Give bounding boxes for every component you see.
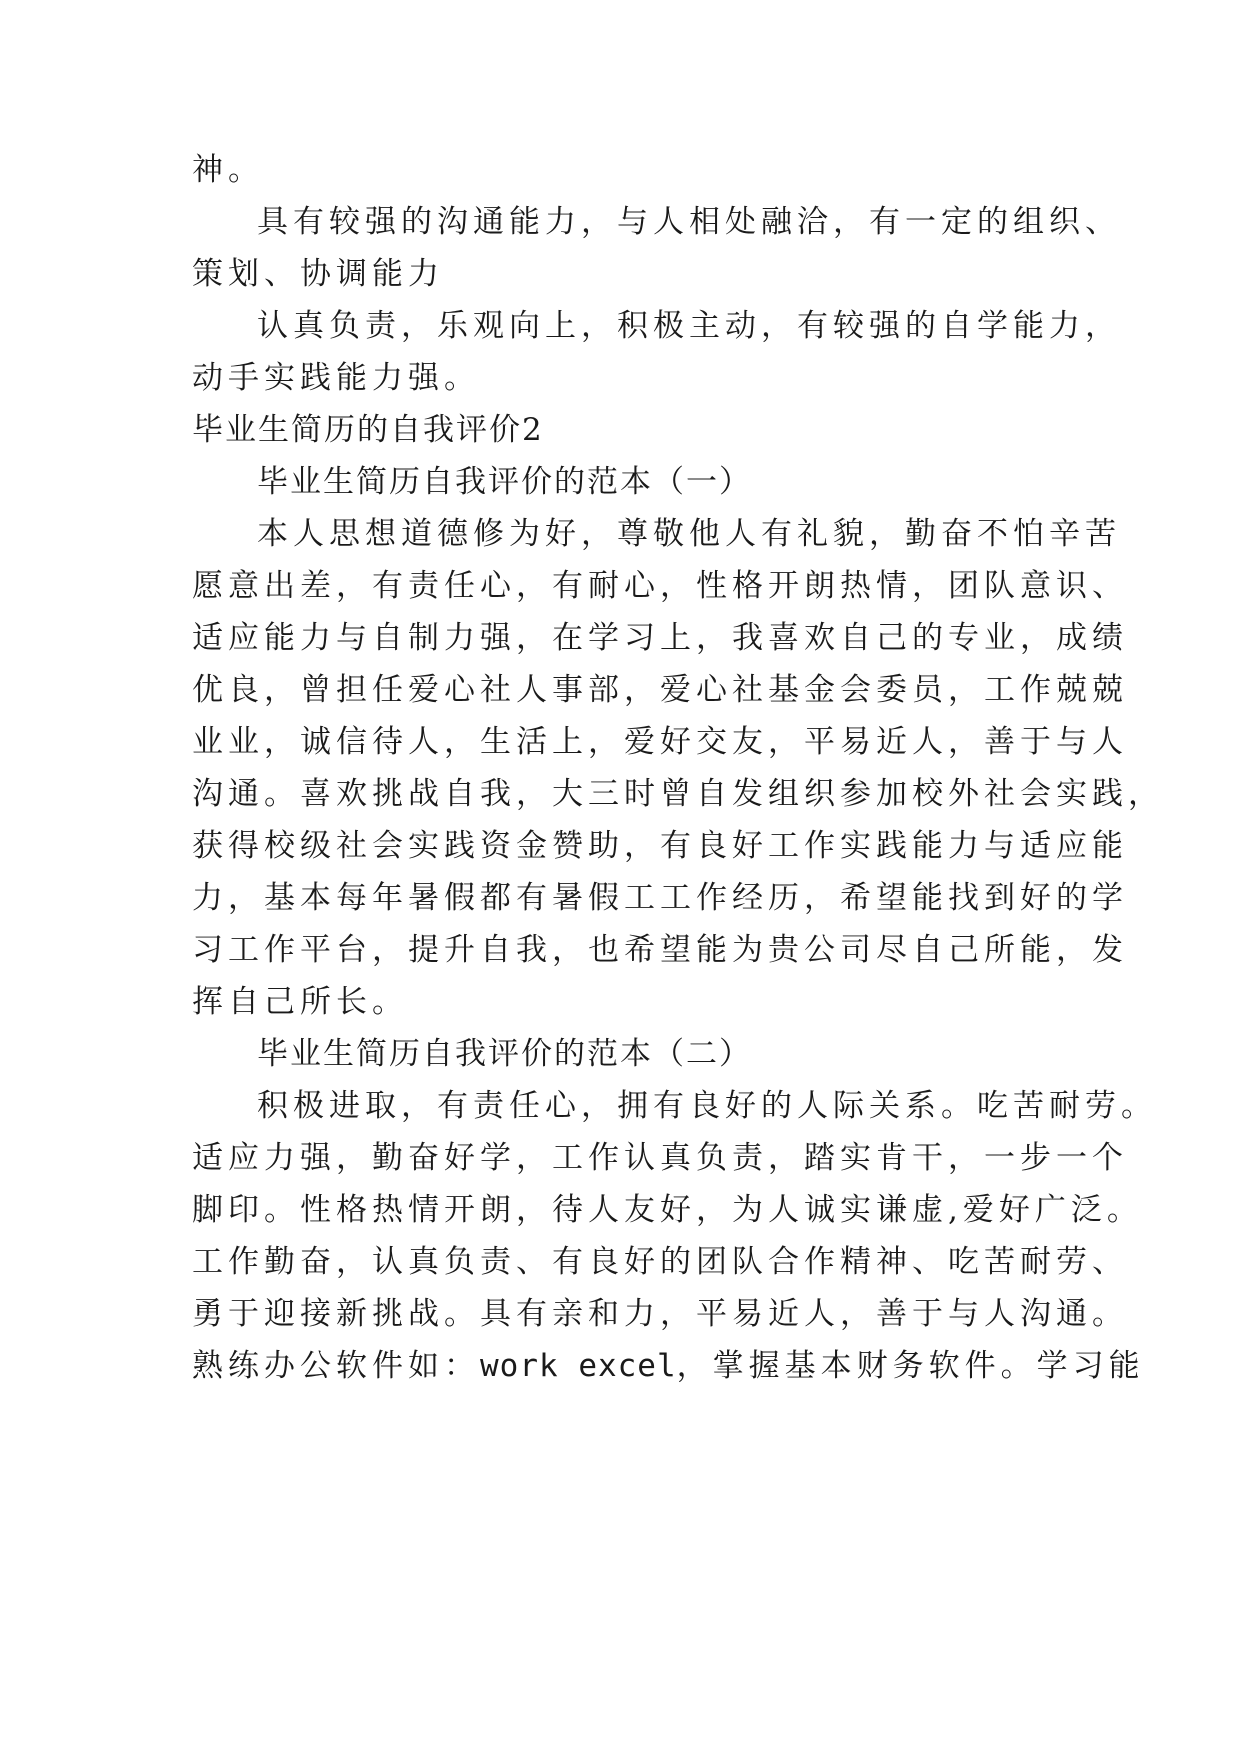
- paragraph-line: 力，基本每年暑假都有暑假工工作经历，希望能找到好的学: [192, 880, 1128, 916]
- paragraph-line: 适应力强，勤奋好学，工作认真负责，踏实肯干，一步一个: [192, 1140, 1128, 1176]
- paragraph-line: 习工作平台，提升自我，也希望能为贵公司尽自己所能，发: [192, 932, 1128, 968]
- paragraph-line: 具有较强的沟通能力，与人相处融洽，有一定的组织、: [257, 204, 1121, 240]
- paragraph-line: 神。: [192, 152, 264, 188]
- paragraph-line: 挥自己所长。: [192, 984, 408, 1020]
- paragraph-line: 本人思想道德修为好，尊敬他人有礼貌，勤奋不怕辛苦: [257, 516, 1121, 552]
- paragraph-line: 脚印。性格热情开朗，待人友好，为人诚实谦虚,爱好广泛。: [192, 1192, 1143, 1228]
- paragraph-line: 勇于迎接新挑战。具有亲和力，平易近人，善于与人沟通。: [192, 1296, 1128, 1332]
- paragraph-line: 动手实践能力强。: [192, 360, 480, 396]
- paragraph-line: 业业，诚信待人，生活上，爱好交友，平易近人，善于与人: [192, 724, 1128, 760]
- software-names: work excel: [480, 1348, 677, 1384]
- paragraph-line: 沟通。喜欢挑战自我，大三时曾自发组织参加校外社会实践，: [192, 776, 1164, 812]
- paragraph-line-part: 熟练办公软件如：: [192, 1348, 480, 1384]
- paragraph-line: 愿意出差，有责任心，有耐心，性格开朗热情，团队意识、: [192, 568, 1128, 604]
- subsection-heading: 毕业生简历自我评价的范本（一）: [257, 464, 752, 500]
- paragraph-line: 积极进取，有责任心，拥有良好的人际关系。吃苦耐劳。: [257, 1088, 1157, 1124]
- paragraph-line-part: ，掌握基本财务软件。学习能: [676, 1348, 1145, 1384]
- paragraph-line: 认真负责，乐观向上，积极主动，有较强的自学能力，: [257, 308, 1121, 344]
- paragraph-line: 策划、协调能力: [192, 256, 444, 292]
- paragraph-line: 优良，曾担任爱心社人事部，爱心社基金会委员，工作兢兢: [192, 672, 1128, 708]
- paragraph-line: [192, 1346, 1145, 1386]
- paragraph-line: 适应能力与自制力强，在学习上，我喜欢自己的专业，成绩: [192, 620, 1128, 656]
- paragraph-line: 获得校级社会实践资金赞助，有良好工作实践能力与适应能: [192, 828, 1128, 864]
- paragraph-line: 工作勤奋，认真负责、有良好的团队合作精神、吃苦耐劳、: [192, 1244, 1128, 1280]
- subsection-heading: 毕业生简历自我评价的范本（二）: [257, 1036, 752, 1072]
- section-heading: 毕业生简历的自我评价2: [192, 412, 544, 448]
